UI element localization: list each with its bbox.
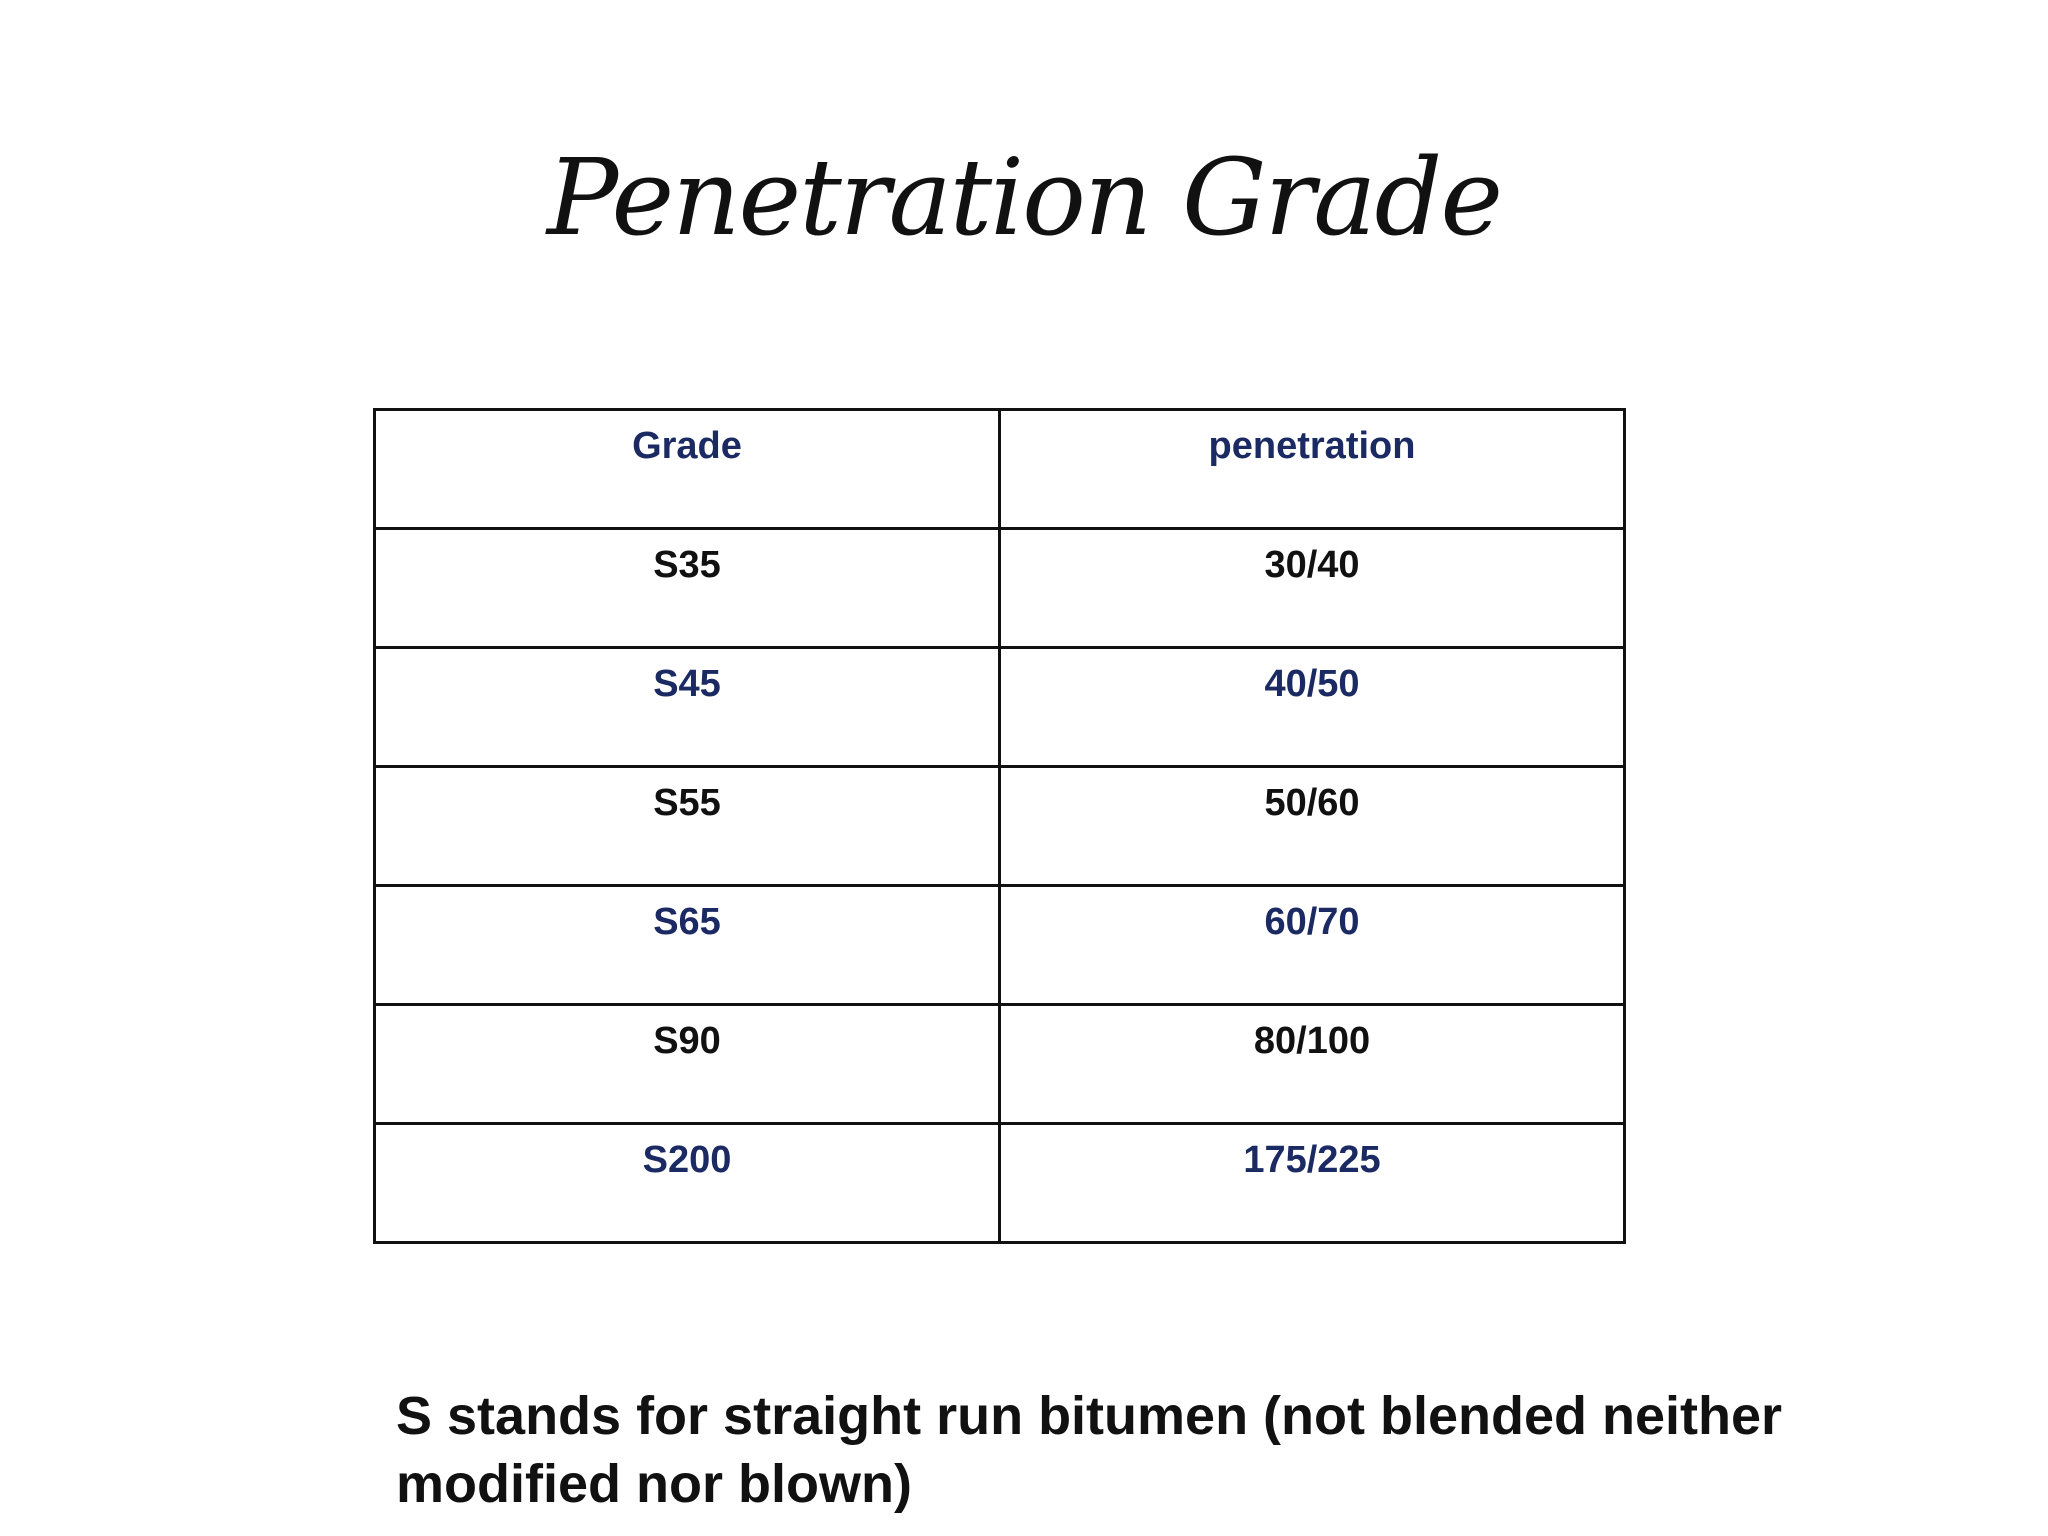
grade-cell: S45 xyxy=(375,648,1000,767)
table-row xyxy=(375,767,1625,886)
grade-cell: S200 xyxy=(375,1124,1000,1243)
table-row xyxy=(375,1005,1625,1124)
penetration-cell: 40/50 xyxy=(1000,648,1625,767)
table-row xyxy=(375,648,1625,767)
table-header-row xyxy=(375,410,1625,529)
grade-cell: S90 xyxy=(375,1005,1000,1124)
page-title: Penetration Grade xyxy=(546,136,1502,259)
grade-cell: S55 xyxy=(375,767,1000,886)
header-grade: Grade xyxy=(375,410,1000,529)
penetration-cell: 30/40 xyxy=(1000,529,1625,648)
grade-cell: S65 xyxy=(375,886,1000,1005)
penetration-cell: 175/225 xyxy=(1000,1124,1625,1243)
penetration-grade-table xyxy=(373,408,1626,1244)
penetration-cell: 50/60 xyxy=(1000,767,1625,886)
grade-cell: S35 xyxy=(375,529,1000,648)
table-row xyxy=(375,1124,1625,1243)
footnote: S stands for straight run bitumen (not blended neither modified nor blown) xyxy=(396,1386,1783,1514)
table-row xyxy=(375,529,1625,648)
table-body xyxy=(375,410,1625,1243)
table-row xyxy=(375,886,1625,1005)
penetration-cell: 80/100 xyxy=(1000,1005,1625,1124)
header-penetration: penetration xyxy=(1000,410,1625,529)
penetration-cell: 60/70 xyxy=(1000,886,1625,1005)
